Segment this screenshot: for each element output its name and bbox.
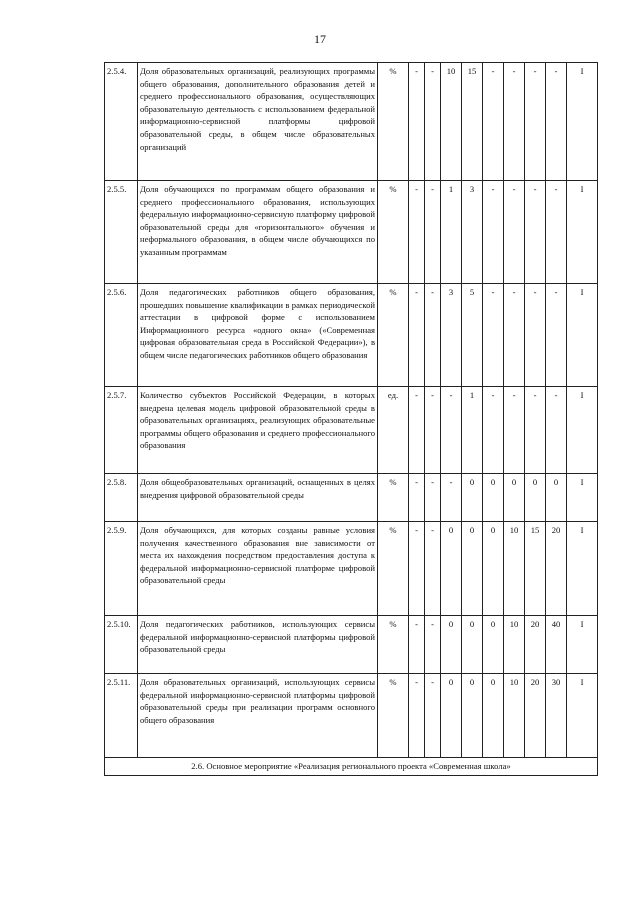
value-cell: - [483, 63, 504, 181]
indicator-number: 2.5.4. [105, 63, 138, 181]
indicator-number: 2.5.9. [105, 522, 138, 616]
value-cell: 20 [525, 616, 546, 674]
indicator-description: Доля педагогических работников, использующих сервисы федеральной информационно-сервисной платформы цифровой образовательной среды [138, 616, 378, 674]
value-cell: - [483, 387, 504, 474]
indicator-number: 2.5.11. [105, 674, 138, 758]
value-cell: - [409, 63, 425, 181]
value-cell: - [425, 616, 441, 674]
category-cell: I [567, 474, 598, 522]
value-cell: 0 [441, 674, 462, 758]
value-cell: - [409, 674, 425, 758]
value-cell: - [525, 387, 546, 474]
indicator-description: Доля общеобразовательных организаций, оснащенных в целях внедрения цифровой образовательной среды [138, 474, 378, 522]
table-row [105, 63, 598, 181]
category-cell: I [567, 616, 598, 674]
section-row [105, 758, 598, 776]
category-cell: I [567, 674, 598, 758]
table-row [105, 181, 598, 284]
value-cell: - [504, 284, 525, 387]
unit-cell: % [378, 284, 409, 387]
value-cell: - [425, 522, 441, 616]
value-cell: - [425, 674, 441, 758]
indicator-description: Доля образовательных организаций, реализующих программы общего образования, дополнительного образования детей и среднего профессионального образования, осуществляющих образовательную деятельность с использованием федеральной информационно-сервисной платформы цифровой образовательной среды, в общем числе образовательных организаций [138, 63, 378, 181]
value-cell: - [409, 474, 425, 522]
table-row [105, 387, 598, 474]
unit-cell: % [378, 63, 409, 181]
value-cell: - [425, 284, 441, 387]
category-cell: I [567, 181, 598, 284]
value-cell: - [441, 387, 462, 474]
value-cell: - [425, 181, 441, 284]
value-cell: - [504, 63, 525, 181]
value-cell: 10 [504, 674, 525, 758]
indicator-description: Количество субъектов Российской Федерации, в которых внедрена целевая модель цифровой образовательной среды в образовательных организациях, реализующих образовательные программы общего образования и среднего профессионального образования [138, 387, 378, 474]
value-cell: - [425, 474, 441, 522]
value-cell: - [441, 474, 462, 522]
value-cell: 0 [483, 522, 504, 616]
value-cell: - [525, 63, 546, 181]
page-number: 17 [314, 32, 326, 46]
value-cell: 5 [462, 284, 483, 387]
value-cell: 0 [441, 522, 462, 616]
category-cell: I [567, 387, 598, 474]
value-cell: 20 [525, 674, 546, 758]
value-cell: - [504, 387, 525, 474]
value-cell: 3 [462, 181, 483, 284]
value-cell: - [409, 284, 425, 387]
value-cell: 1 [441, 181, 462, 284]
value-cell: - [525, 284, 546, 387]
category-cell: I [567, 522, 598, 616]
unit-cell: % [378, 181, 409, 284]
value-cell: - [409, 181, 425, 284]
value-cell: 0 [546, 474, 567, 522]
value-cell: - [525, 181, 546, 284]
value-cell: 20 [546, 522, 567, 616]
value-cell: - [546, 181, 567, 284]
value-cell: - [409, 387, 425, 474]
value-cell: 3 [441, 284, 462, 387]
table-row [105, 522, 598, 616]
unit-cell: % [378, 522, 409, 616]
value-cell: - [546, 284, 567, 387]
indicator-number: 2.5.6. [105, 284, 138, 387]
value-cell: - [425, 63, 441, 181]
value-cell: 0 [525, 474, 546, 522]
value-cell: - [546, 387, 567, 474]
value-cell: - [504, 181, 525, 284]
value-cell: - [409, 616, 425, 674]
value-cell: 0 [462, 674, 483, 758]
value-cell: 1 [462, 387, 483, 474]
unit-cell: ед. [378, 387, 409, 474]
value-cell: 15 [525, 522, 546, 616]
value-cell: 0 [462, 474, 483, 522]
table-row [105, 474, 598, 522]
indicators-table [104, 62, 598, 776]
table-row [105, 284, 598, 387]
value-cell: - [425, 387, 441, 474]
value-cell: 30 [546, 674, 567, 758]
unit-cell: % [378, 616, 409, 674]
unit-cell: % [378, 474, 409, 522]
indicator-description: Доля обучающихся по программам общего образования и среднего профессионального образования, использующих федеральную информационно-сервисную платформу цифровой образовательной среды для «горизонтального» обучения и неформального образования, в общем числе обучающихся по указанным программам [138, 181, 378, 284]
value-cell: 0 [483, 474, 504, 522]
value-cell: 0 [441, 616, 462, 674]
indicator-description: Доля педагогических работников общего образования, прошедших повышение квалификации в рамках периодической аттестации в цифровой форме с использованием Информационного ресурса «одного окна» («Современная цифровая образовательная среда в Российской Федерации»), в общем числе педагогических работников общего образования [138, 284, 378, 387]
value-cell: - [546, 63, 567, 181]
indicator-number: 2.5.5. [105, 181, 138, 284]
indicator-description: Доля образовательных организаций, использующих сервисы федеральной информационно-сервисной платформы цифровой образовательной среды при реализации программ основного общего образования [138, 674, 378, 758]
value-cell: 0 [483, 674, 504, 758]
value-cell: 0 [483, 616, 504, 674]
category-cell: I [567, 63, 598, 181]
value-cell: 0 [462, 522, 483, 616]
value-cell: 15 [462, 63, 483, 181]
indicator-number: 2.5.10. [105, 616, 138, 674]
value-cell: 10 [441, 63, 462, 181]
value-cell: 10 [504, 616, 525, 674]
value-cell: - [483, 284, 504, 387]
section-title: 2.6. Основное мероприятие «Реализация регионального проекта «Современная школа» [105, 758, 598, 776]
indicator-number: 2.5.8. [105, 474, 138, 522]
indicator-number: 2.5.7. [105, 387, 138, 474]
value-cell: 0 [504, 474, 525, 522]
table-row [105, 674, 598, 758]
table-body [105, 63, 598, 776]
indicator-description: Доля обучающихся, для которых созданы равные условия получения качественного образования вне зависимости от места их нахождения посредством предоставления доступа к федеральной информационно-сервисной платформе цифровой образовательной среды [138, 522, 378, 616]
value-cell: - [409, 522, 425, 616]
value-cell: 10 [504, 522, 525, 616]
value-cell: - [483, 181, 504, 284]
category-cell: I [567, 284, 598, 387]
value-cell: 40 [546, 616, 567, 674]
unit-cell: % [378, 674, 409, 758]
value-cell: 0 [462, 616, 483, 674]
table-row [105, 616, 598, 674]
